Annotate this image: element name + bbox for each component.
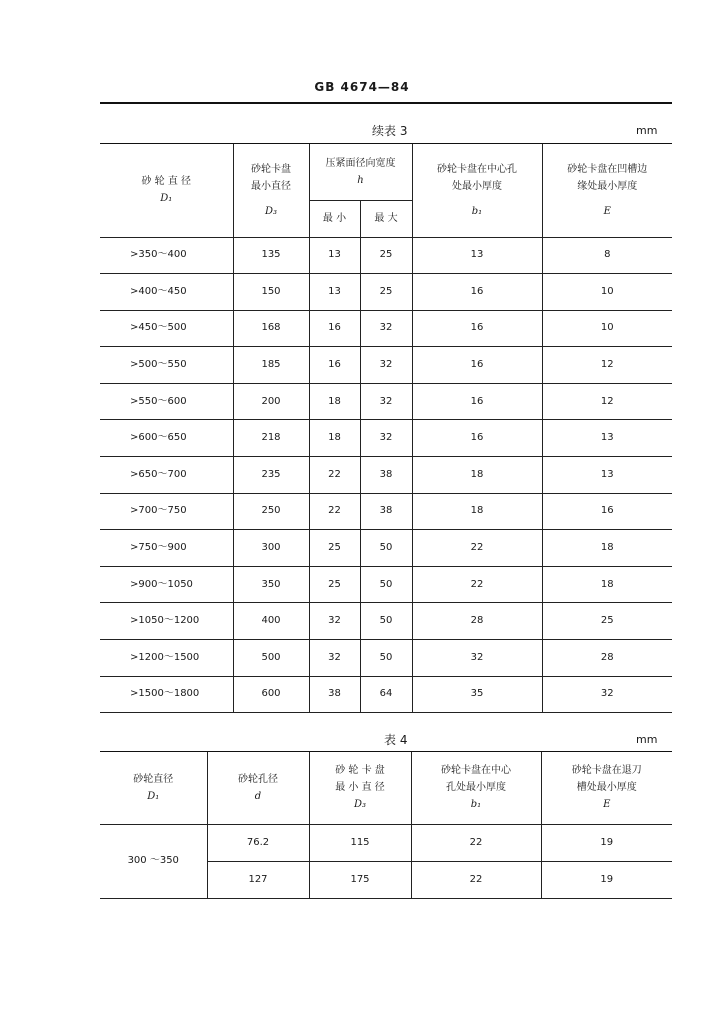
t4-header-wheel-diameter-label: 砂轮直径 [133, 773, 174, 785]
t3-cell: 25 [309, 566, 360, 603]
table4 [100, 752, 672, 899]
t4-cell: 175 [309, 861, 411, 898]
table-row [100, 347, 672, 384]
t4-header-flange-min-dia-symbol: D₃ [353, 799, 367, 811]
t3-header-flange-min-dia-symbol: D₃ [264, 205, 278, 217]
t3-cell: 12 [542, 347, 672, 384]
t3-cell: 16 [412, 383, 542, 420]
t3-cell: 16 [412, 347, 542, 384]
t4-header-hole-diameter-symbol: d [254, 790, 262, 802]
t4-cell: 76.2 [207, 824, 309, 861]
t3-cell: 38 [309, 676, 360, 713]
t3-cell: 18 [412, 457, 542, 494]
t3-cell: 400 [233, 603, 309, 640]
t3-cell: 32 [360, 383, 412, 420]
t3-cell: 32 [360, 420, 412, 457]
table3-unit: mm [636, 124, 658, 137]
t3-cell: 38 [360, 457, 412, 494]
t3-cell: 32 [542, 676, 672, 713]
t3-cell: 218 [233, 420, 309, 457]
table-row [100, 274, 672, 311]
t3-cell: 32 [309, 603, 360, 640]
t3-cell: 22 [412, 566, 542, 603]
t3-cell-diameter: >450～500 [100, 310, 233, 347]
t3-cell: 16 [542, 493, 672, 530]
table-row [100, 383, 672, 420]
t3-cell: 13 [309, 237, 360, 274]
table-row [100, 676, 672, 713]
t3-cell-diameter: >500～550 [100, 347, 233, 384]
t3-header-groove-thickness-label: 砂轮卡盘在凹槽边 缘处最小厚度 [567, 163, 648, 192]
t3-header-flange-min-dia [233, 144, 309, 237]
t3-header-flange-min-dia-label: 砂轮卡盘 最小直径 [251, 163, 291, 192]
t3-header-max: 最 大 [360, 200, 412, 237]
t3-cell: 22 [412, 530, 542, 567]
t3-cell-diameter: >600～650 [100, 420, 233, 457]
t3-cell: 300 [233, 530, 309, 567]
t4-cell: 22 [411, 824, 541, 861]
table3 [100, 144, 672, 713]
t4-cell: 127 [207, 861, 309, 898]
t3-cell-diameter: >550～600 [100, 383, 233, 420]
document-code: GB 4674—84 [314, 80, 410, 94]
t3-cell: 150 [233, 274, 309, 311]
t4-header-relief-thickness-label: 砂轮卡盘在退刀 槽处最小厚度 [571, 765, 642, 794]
table-row [100, 457, 672, 494]
t4-header-wheel-diameter-symbol: D₁ [147, 790, 160, 802]
t3-header-clamp-width-label: 压紧面径向宽度 [325, 157, 396, 169]
t3-cell: 18 [309, 383, 360, 420]
t3-cell: 18 [309, 420, 360, 457]
t3-cell: 12 [542, 383, 672, 420]
t3-cell: 16 [309, 347, 360, 384]
table-row [100, 566, 672, 603]
t3-cell: 25 [542, 603, 672, 640]
t3-cell: 22 [309, 457, 360, 494]
t3-header-center-thickness [412, 144, 542, 237]
t3-cell: 600 [233, 676, 309, 713]
t3-cell: 64 [360, 676, 412, 713]
t4-header-center-thickness [411, 752, 541, 824]
t3-cell-diameter: >750～900 [100, 530, 233, 567]
t3-cell: 18 [542, 566, 672, 603]
t3-cell: 350 [233, 566, 309, 603]
t3-header-wheel-diameter [100, 144, 233, 237]
t3-cell-diameter: >1500～1800 [100, 676, 233, 713]
t3-header-wheel-diameter-symbol: D₁ [160, 193, 173, 205]
table3-body [100, 237, 672, 713]
t3-header-center-thickness-symbol: b₁ [471, 205, 483, 217]
t3-cell: 18 [542, 530, 672, 567]
t4-header-relief-thickness-symbol: E [603, 799, 611, 811]
t3-cell: 16 [412, 420, 542, 457]
t3-cell: 16 [412, 310, 542, 347]
t3-cell: 28 [412, 603, 542, 640]
table-row [100, 237, 672, 274]
t3-cell: 25 [360, 237, 412, 274]
t3-header-clamp-width-symbol: h [357, 174, 364, 186]
t3-cell: 13 [309, 274, 360, 311]
t4-cell: 19 [541, 861, 672, 898]
t3-cell-diameter: >400～450 [100, 274, 233, 311]
table-row [100, 493, 672, 530]
t3-header-clamp-width [309, 144, 412, 200]
t4-header-flange-min-dia [309, 752, 411, 824]
t3-cell: 38 [360, 493, 412, 530]
t3-cell-diameter: >1050～1200 [100, 603, 233, 640]
t4-cell: 22 [411, 861, 541, 898]
t3-cell: 185 [233, 347, 309, 384]
table4-unit: mm [636, 733, 658, 746]
header-rule [100, 102, 672, 104]
t3-cell: 13 [542, 420, 672, 457]
t3-cell: 22 [309, 493, 360, 530]
t3-header-wheel-diameter-label: 砂 轮 直 径 [141, 176, 192, 188]
t3-header-groove-thickness [542, 144, 672, 237]
t4-header-center-thickness-label: 砂轮卡盘在中心 孔处最小厚度 [441, 765, 511, 794]
t3-cell: 16 [412, 274, 542, 311]
t3-cell: 28 [542, 640, 672, 677]
t3-cell-diameter: >1200～1500 [100, 640, 233, 677]
t3-cell: 18 [412, 493, 542, 530]
table-row [100, 310, 672, 347]
table-row [100, 603, 672, 640]
table-row [100, 420, 672, 457]
t3-cell: 235 [233, 457, 309, 494]
t3-cell: 16 [309, 310, 360, 347]
t3-cell: 32 [412, 640, 542, 677]
t4-header-wheel-diameter [100, 752, 207, 824]
t3-cell: 135 [233, 237, 309, 274]
t3-cell-diameter: >650～700 [100, 457, 233, 494]
t3-header-center-thickness-label: 砂轮卡盘在中心孔 处最小厚度 [437, 163, 517, 192]
t3-cell-diameter: >900～1050 [100, 566, 233, 603]
t3-cell-diameter: >700～750 [100, 493, 233, 530]
table3-caption: 续表 3 [372, 124, 408, 138]
t3-cell: 32 [309, 640, 360, 677]
t4-header-center-thickness-symbol: b₁ [470, 799, 482, 811]
t3-cell: 35 [412, 676, 542, 713]
t4-header-hole-diameter [207, 752, 309, 824]
t3-cell: 50 [360, 530, 412, 567]
t3-cell: 500 [233, 640, 309, 677]
t3-cell: 50 [360, 603, 412, 640]
t3-cell: 8 [542, 237, 672, 274]
t4-header-hole-diameter-label: 砂轮孔径 [238, 773, 278, 785]
t3-cell: 50 [360, 640, 412, 677]
t3-header-min: 最 小 [309, 200, 360, 237]
t3-cell: 250 [233, 493, 309, 530]
table4-caption: 表 4 [384, 733, 408, 747]
table-row [100, 530, 672, 567]
t4-header-relief-thickness [541, 752, 672, 824]
t3-cell: 32 [360, 310, 412, 347]
t3-cell: 13 [542, 457, 672, 494]
t4-group-label: 300 ～350 [100, 824, 207, 898]
t3-cell: 13 [412, 237, 542, 274]
t4-cell: 115 [309, 824, 411, 861]
t3-cell: 50 [360, 566, 412, 603]
t3-cell: 168 [233, 310, 309, 347]
t3-header-groove-thickness-symbol: E [603, 205, 611, 217]
t3-cell: 10 [542, 274, 672, 311]
t4-header-flange-min-dia-label: 砂 轮 卡 盘 最 小 直 径 [335, 765, 385, 794]
t3-cell: 25 [309, 530, 360, 567]
t3-cell-diameter: >350～400 [100, 237, 233, 274]
t3-cell: 32 [360, 347, 412, 384]
t3-cell: 10 [542, 310, 672, 347]
t3-cell: 200 [233, 383, 309, 420]
t3-cell: 25 [360, 274, 412, 311]
table-row [100, 640, 672, 677]
t4-cell: 19 [541, 824, 672, 861]
